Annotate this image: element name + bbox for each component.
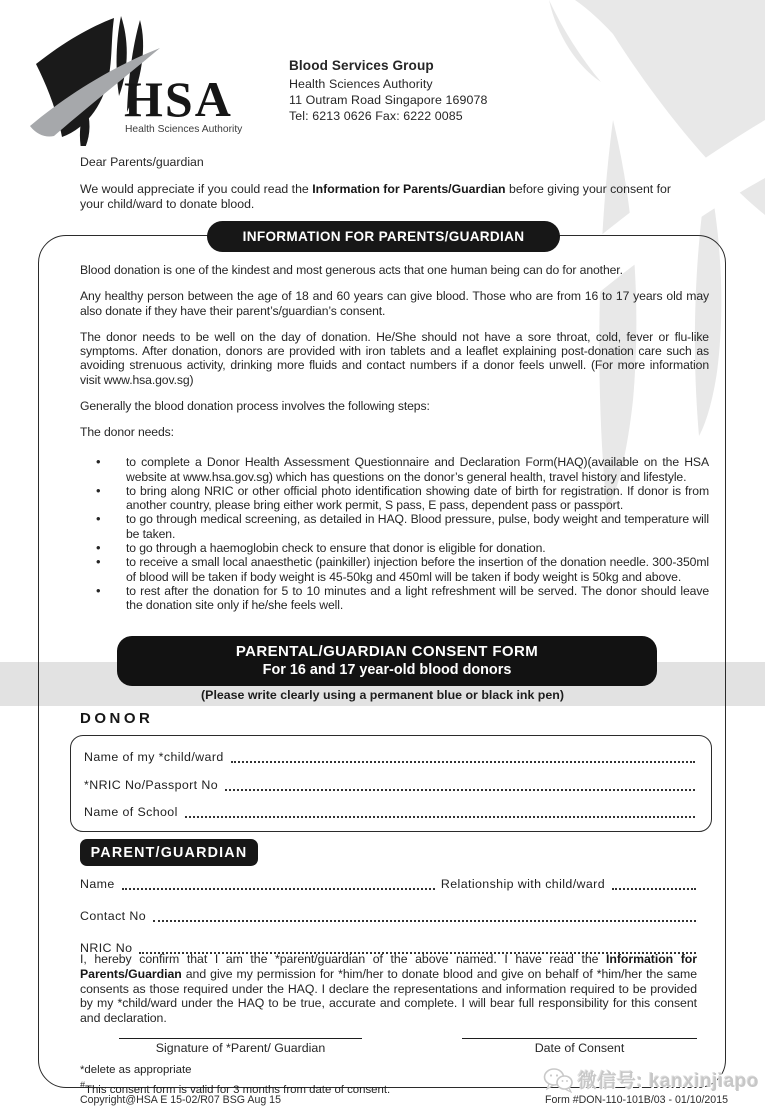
hsa-logo-tagline: Health Sciences Authority: [125, 124, 243, 135]
list-item: • to bring along NRIC or other official photo identification showing date of birth for registration. If donor is from another country, please bring either work permit, S pass, E pass, dependent pass or passport.: [80, 484, 709, 513]
donor-nric-line[interactable]: [225, 775, 695, 791]
donor-nric-label: *NRIC No/Passport No: [84, 777, 219, 792]
info-para-3: The donor needs to be well on the day of donation. He/She should not have a sore throat, cold, fever or flu-like symptoms. After donation, donors are provided with iron tablets and a leaflet explaining post-donation care such as avoiding strenuous activity, drinking more fluids and contact numbers if a donor feels unwell. (For more information visit www.hsa.gov.sg): [80, 329, 709, 387]
hsa-logo-text: HSA: [124, 71, 233, 127]
info-para-2: Any healthy person between the age of 18 and 60 years can give blood. Those who are from 16 to 17 years old may also donate if they have their parent’s/guardian’s consent.: [80, 289, 709, 318]
wechat-id-text: 微信号: kanxinjiapo: [577, 1071, 759, 1092]
footnote-marker: #: [80, 1079, 86, 1090]
donation-steps-list: [80, 455, 709, 612]
consent-form-banner: [117, 636, 657, 686]
date-of-consent-block: [452, 1038, 707, 1055]
relationship-label: Relationship with child/ward: [440, 877, 605, 891]
consent-banner-subtitle: For 16 and 17 year-old blood donors: [262, 662, 512, 679]
declaration-paragraph: [80, 952, 697, 1026]
copyright-text: Copyright@HSA E 15-02/R07 BSG Aug 15: [80, 1094, 281, 1106]
donor-name-label: Name of my *child/ward: [84, 750, 224, 765]
donor-section-heading: DONOR: [80, 710, 154, 727]
donor-nric-row: [84, 775, 697, 793]
org-address: 11 Outram Road Singapore 169078: [289, 92, 488, 107]
list-item: • to receive a small local anaesthetic (painkiller) injection before the insertion of the donation needle. 300-350ml of blood will be taken if body weight is 45-50kg and 450ml will be taken if body weight is 50kg and above.: [80, 555, 709, 584]
info-section-title: INFORMATION FOR PARENTS/GUARDIAN: [207, 221, 560, 252]
donor-school-label: Name of School: [84, 804, 178, 819]
org-name: Blood Services Group: [289, 58, 434, 73]
contact-label: Contact No: [80, 909, 146, 923]
contact-line[interactable]: [153, 906, 696, 922]
intro-pre: We would appreciate if you could read the: [80, 182, 313, 196]
declaration-pre: I, hereby confirm that I am the *parent/guardian of the above named. I have read the: [80, 952, 607, 966]
wechat-icon: [543, 1067, 573, 1093]
parent-name-row: [80, 873, 698, 892]
intro-bold: Information for Parents/Guardian: [312, 182, 506, 196]
parent-section-heading: PARENT/GUARDIAN: [80, 839, 258, 866]
parent-nric-label: NRIC No: [80, 941, 133, 955]
signature-label: Signature of *Parent/ Guardian: [155, 1041, 326, 1055]
footer: [80, 1094, 728, 1106]
footnote-delete: *delete as appropriate: [80, 1064, 192, 1076]
parent-name-label: Name: [80, 877, 115, 891]
donor-fields-box: [70, 735, 712, 832]
donor-name-row: [84, 747, 697, 765]
donor-school-row: [84, 802, 697, 820]
info-para-4: Generally the blood donation process involves the following steps:: [80, 398, 430, 413]
donor-name-line[interactable]: [231, 747, 695, 763]
date-label: Date of Consent: [534, 1041, 625, 1055]
parent-contact-row: [80, 905, 698, 924]
footnotes: [80, 1062, 390, 1098]
signature-block: [108, 1038, 373, 1055]
org-phone: Tel: 6213 0626 Fax: 6222 0085: [289, 108, 463, 123]
form-number-text: Form #DON-110-101B/03 - 01/10/2015: [545, 1094, 728, 1106]
parent-name-line[interactable]: [122, 874, 435, 890]
list-item: • to go through a haemoglobin check to ensure that donor is eligible for donation.: [80, 541, 709, 555]
org-authority: Health Sciences Authority: [289, 76, 433, 91]
parent-fields: [80, 873, 698, 956]
signature-line[interactable]: [119, 1038, 363, 1039]
pen-instruction: (Please write clearly using a permanent blue or black ink pen): [201, 688, 564, 702]
footnote-validity-text: This consent form is valid for 3 months from date of consent.: [85, 1083, 391, 1096]
consent-banner-title: PARENTAL/GUARDIAN CONSENT FORM: [235, 642, 539, 660]
list-item: • to complete a Donor Health Assessment Questionnaire and Declaration Form(HAQ)(available on the HSA website at www.hsa.gov.sg) which has questions on the donor’s general health, travel history and lifestyle.: [80, 455, 709, 484]
declaration-post: and give my permission for *him/her to donate blood and give on behalf of *him/her the same consents as those required under the HAQ. I declare the representations and information required to be provided by my *child/ward under the HAQ to be true, accurate and complete. I will bear full responsibility for this consent and declaration.: [80, 966, 697, 1025]
intro-post: before giving your consent for your child/ward to donate blood.: [80, 182, 671, 211]
info-para-5: The donor needs:: [80, 425, 174, 440]
info-para-1: Blood donation is one of the kindest and most generous acts that one human being can do for another.: [80, 263, 623, 277]
salutation: Dear Parents/guardian: [80, 155, 204, 169]
list-item: • to rest after the donation for 5 to 10 minutes and a light refreshment will be served. The donor should leave the donation site only if he/she feels well.: [80, 584, 709, 613]
info-section-body: [38, 235, 726, 612]
donor-school-line[interactable]: [185, 802, 695, 818]
list-item: • to go through medical screening, as detailed in HAQ. Blood pressure, pulse, body weight and temperature will be taken.: [80, 512, 709, 541]
date-line[interactable]: [462, 1038, 697, 1039]
wechat-watermark: [543, 1066, 759, 1093]
relationship-line[interactable]: [612, 874, 696, 890]
declaration-bold: Information for Parents/Guardian: [80, 952, 697, 981]
